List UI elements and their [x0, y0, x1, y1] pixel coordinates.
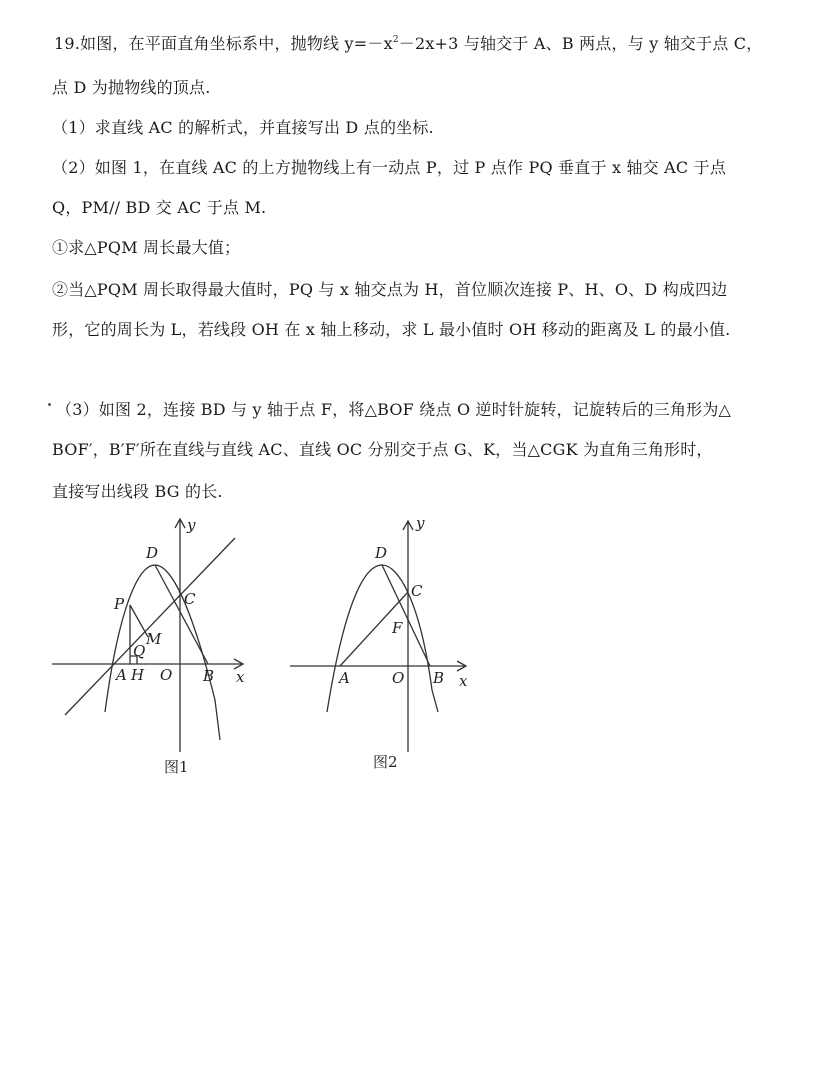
fig2-label-f: F — [392, 619, 403, 637]
fig1-label-h: H — [131, 666, 145, 684]
fig1-label-x: x — [236, 668, 245, 686]
problem-intro-line-2: 点 D 为抛物线的顶点. — [52, 78, 211, 97]
exponent: 2 — [392, 35, 399, 45]
fig2-label-x: x — [459, 672, 468, 690]
fig1-caption: 图1 — [164, 758, 189, 776]
fig1-label-d: D — [146, 544, 159, 562]
fig2-caption: 图2 — [373, 753, 398, 771]
part2-line-2: Q，PM// BD 交 AC 于点 M. — [52, 198, 267, 217]
fig1-label-y: y — [187, 516, 196, 534]
fig1-label-o: O — [160, 666, 173, 684]
fig1-label-p: P — [114, 595, 125, 613]
fig2-label-a: A — [339, 669, 350, 687]
fig1-label-b: B — [203, 667, 215, 685]
part3-line-3: 直接写出线段 BG 的长. — [52, 482, 223, 501]
part1-question: （1）求直线 AC 的解析式，并直接写出 D 点的坐标. — [52, 118, 434, 137]
fig2-line-bd — [382, 565, 430, 666]
fig1-label-q: Q — [133, 642, 146, 660]
part2-line-1: （2）如图 1，在直线 AC 的上方抛物线上有一动点 P，过 P 点作 PQ 垂直于 x 轴交 AC 于点 — [52, 158, 727, 177]
fig2-label-c: C — [411, 582, 423, 600]
fig1-label-m: M — [146, 630, 162, 648]
fig1-label-a: A — [116, 666, 127, 684]
intro-text-b: －2x+3 与轴交于 A、B 两点，与 y 轴交于点 C， — [398, 34, 763, 53]
part3-line-1: （3）如图 2，连接 BD 与 y 轴于点 F，将△BOF 绕点 O 逆时针旋转，记旋转后的三角形为△ — [56, 400, 732, 419]
fig2-label-b: B — [433, 669, 445, 687]
fig2-label-d: D — [375, 544, 388, 562]
fig1-label-c: C — [184, 590, 196, 608]
part3-line-2: BOF′，B′F′所在直线与直线 AC、直线 OC 分别交于点 G、K，当△CGK 为直角三角形时， — [52, 440, 713, 459]
intro-text-a: 19.如图，在平面直角坐标系中，抛物线 y=－x — [54, 34, 393, 53]
part2-subquestion-1: ①求△PQM 周长最大值； — [52, 238, 241, 257]
fig2-label-y: y — [416, 514, 425, 532]
part2-subquestion-2-line-1: ②当△PQM 周长取得最大值时，PQ 与 x 轴交点为 H，首位顺次连接 P、H、O、D 构成四边 — [52, 280, 728, 299]
part2-subquestion-2-line-2: 形，它的周长为 L，若线段 OH 在 x 轴上移动，求 L 最小值时 OH 移动的距离及 L 的最小值. — [52, 320, 731, 339]
fig2-label-o: O — [392, 669, 405, 687]
